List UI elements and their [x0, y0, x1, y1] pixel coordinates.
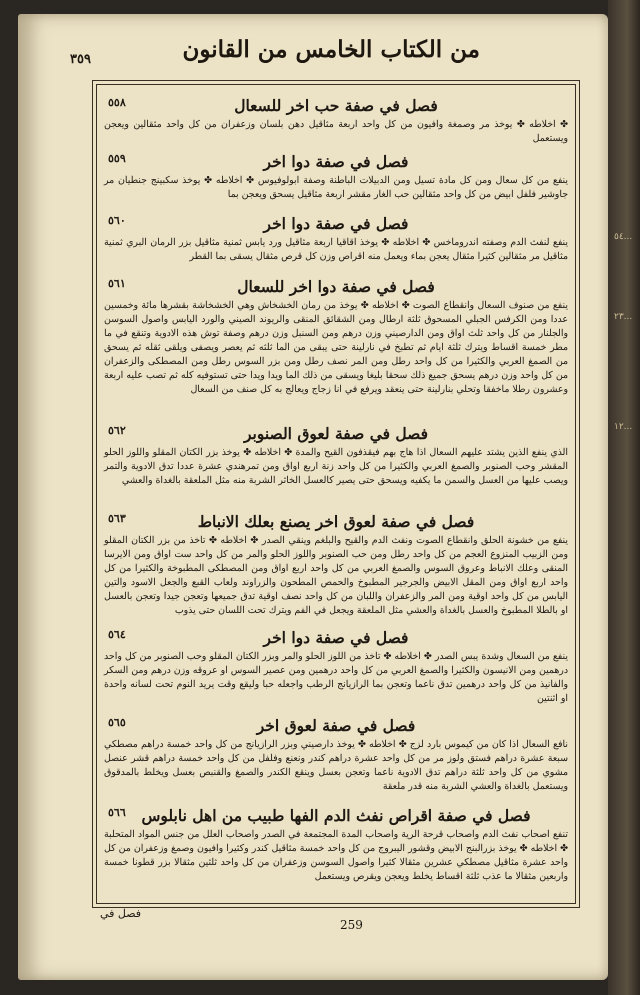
catchword: فصل في: [100, 907, 142, 920]
section-title: فصل في صفة لعوق اخر: [256, 716, 416, 735]
section-title: فصل في صفة دوا اخر للسعال: [237, 277, 435, 296]
section-number: ٥٦٠: [108, 214, 126, 227]
section-number: ٥٥٨: [108, 96, 126, 109]
page-header: [70, 30, 560, 74]
adjacent-page-edge: [608, 0, 640, 995]
folio-number-top: ٣٥٩: [70, 52, 91, 67]
section-number: ٥٦٣: [108, 512, 126, 525]
section-body: ينفع من خشونة الحلق وانقطاع الصوت ونفث الدم والقيح والبلغم وينقي الصدر ✤ اخلاطه ✤ تاخذ من بزر الكتان المقلو ومن الزبيب المنزوع العجم من كل واحد رطل ومن حب الصنوبر واللوز الحلو والمر من كل واحد ست اواق ومن الايرسا المنقى وعلك الانباط وعروق السوس والصمغ العربي من كل واحد اربع اواق ومن المصطكى المطبوخة والكثيرا من كل واحد اربع اواق ومن المقل الابيض والجرجير المطبوخ والحمص المطحون والزراوند ولعاب القبع والجعل الاسود والتين اليابس من كل واحد اوقية ومن المر والزعفران واللبان من كل واحد نصف اوقية تدق جميعها وتعجن جيدا وتعجن بالعسل او بالطلا المطبوخ والعسل بالغداة والعشي مثل الملعقة ويجعل في الفم ويترك تحت اللسان حتى يذوب: [104, 535, 568, 616]
section-title: فصل في صفة اقراص نفث الدم الفها طبيب من اهل نابلوس: [141, 806, 531, 825]
section-body: الذي ينفع الذين يشتد عليهم السعال اذا هاج بهم فيقذفون القيح والمدة ✤ اخلاطه ✤ يوخذ بزر الكتان المقلو واللوز الحلو المقشر وحب الصنوبر والصمغ العربي والكثيرا من كل واحد زنة اربع اواق ومن تمرهندي عشرة عددا تدق الادوية والتمر ويصب عليها من العسل والسمن ما يكفيه ويسحق حتى يصير كالعسل الخاثر الشربة منه مثل الملعقة بالغداة والعشي: [104, 447, 568, 486]
section-body: ينفع من كل سعال ومن كل مادة تسيل ومن الدبيلات الباطنة وصفة ابولوفيوس ✤ اخلاطه ✤ يوخذ سكبينج جنطيان مر جاوشير فلفل ابيض من كل واحد مثقالين حب الغار مقشر اربعة مثاقيل يسحق ويعجن بما: [104, 175, 568, 200]
section-title: فصل في صفة لعوق اخر يصنع بعلك الانباط: [197, 512, 475, 531]
section-563: [104, 512, 568, 618]
section-566: [104, 806, 568, 884]
folio-number-bottom: 259: [340, 918, 363, 932]
section-number: ٥٦٦: [108, 806, 126, 819]
bleed-text: ...٢٣: [614, 312, 633, 322]
section-560: [104, 214, 568, 264]
section-number: ٥٦٢: [108, 424, 126, 437]
section-number: ٥٦٤: [108, 628, 126, 641]
section-561: [104, 277, 568, 397]
section-title: فصل في صفة دوا اخر: [263, 152, 409, 171]
section-body: نافع السعال اذا كان من كيموس بارد لزج ✤ اخلاطه ✤ يوخذ دارصيني وبزر الرازيانج من كل واحد خمسة دراهم مصطكي سبعة عشرة دراهم فستق ولوز مر من كل واحد عشرة دراهم كندر ونعنع وفلفل من كل واحد خمسة دراهم قشر عنصل مشوي من كل واحد ثلثة دراهم تدق الادوية ناعما وتعجن بعسل وينقع الكندر والصمغ والقنبص بعسل ويخلط بالمدقوق ويستعمل بالغداة والعشي الشربة منه قدر ملعقة: [104, 739, 568, 792]
section-title: فصل في صفة دوا اخر: [263, 628, 409, 647]
section-559: [104, 152, 568, 202]
section-body: تنفع اصحاب نفث الدم واصحاب قرحة الرية واصحاب المدة المجتمعة في الصدر واصحاب العلل من جنس المواد المتحلبة ✤ اخلاطه ✤ يوخذ بزرالبنج الابيض وقشور اليبروج من كل واحد خمسة مثاقيل كندر وكثيرا وافيون وصمغ وزعفران من كل واحد عشرة مثاقيل مصطكي عشرين مثقالا كثيرا واصول السوسن وزعفران من كل واحد ثلثين مثقالا بزر قطونا خمسة واربعين مثقالا ما عذب ثلثة اقساط يخلط ويعجن ويقرص ويستعمل: [104, 829, 568, 882]
section-558: [104, 96, 568, 146]
bleed-text: ...٥٤: [614, 232, 633, 242]
section-number: ٥٥٩: [108, 152, 126, 165]
bleed-text: ...١٢: [614, 422, 633, 432]
section-body: ينفع من السعال وشدة يبس الصدر ✤ اخلاطه ✤ تاخذ من اللوز الحلو والمر وبزر الكتان المقلو وحب الصنوبر من كل واحد درهمين ومن الانيسون والكثيرا والصمغ العربي من كل واحد درهمين ومن عصير السوس او عروقه وزن درهم ومن السكر والفانيذ من كل واحد درهمين تدق ناعما وتعجن بما الرازيانج الرطب واجعله حبا وليقع وقت يريد النوم تحت لسانه واحدة او اثنتين: [104, 651, 568, 704]
section-562: [104, 424, 568, 488]
section-title: فصل في صفة حب اخر للسعال: [234, 96, 438, 115]
section-body: ينفع لنفث الدم وصفته اندروماخس ✤ اخلاطه ✤ يوخذ اقاقيا اربعة مثاقيل ورد يابس ثمنية مثاقيل بزر الرمان البري ثمنية مثاقيل مر مثقالين كثيرا مثقال يعجن بماء ويعمل منه اقراص وزن كل قرص مثقال يسقى بما القطر: [104, 237, 568, 262]
section-565: [104, 716, 568, 794]
section-564: [104, 628, 568, 706]
section-number: ٥٦٥: [108, 716, 126, 729]
running-title: من الكتاب الخامس من القانون: [182, 36, 480, 63]
section-body: ✤ اخلاطه ✤ يوخذ مر وصمغة وافيون من كل واحد اربعة مثاقيل دهن بلسان وزعفران من كل واحد مثقالين ويعجن ويستعمل: [104, 119, 568, 144]
section-number: ٥٦١: [108, 277, 126, 290]
section-title: فصل في صفة لعوق الصنوبر: [243, 424, 429, 443]
section-title: فصل في صفة دوا اخر: [263, 214, 409, 233]
section-body: ينفع من صنوف السعال وانقطاع الصوت ✤ اخلاطه ✤ يوخذ من رمان الخشخاش وهي الخشخاشة بقشرها مائة وخمسين عددا ومن الكرفس الجبلي المسحوق ثلثة ارطال ومن الشقائق المنقى والريوند الصيني والورد اليابس واصول السوسن والجلنار من كل واحد ثلث اواق ومن الدارصيني وزن درهم ومن السنبل وزن درهم وصفة توش هذه الادوية وتنقع في ما مطر خمسة اقساط ويترك ثلثة ايام ثم تطبخ في نارلينة حتى يبقى من الما ثلثه ثم يعصر ويصفى ويلقى ثقله ثم يسحق من الصمغ العربي والكثيرا من كل واحد رطل ومن المر نصف رطل ومن بزر السوس رطل ومن المصطكى والزعفران من كل واحد وزن درهم يسحق جميع ذلك سحقا بليغا ويسقى من ذلك الما ويدا ويدا حتى تستوفيه كله ثم تصب عليه اربعة وعشرون رطلا ماخفقا وتحلي بنارلينة حتى ينعقد ويرفع في انا زجاج ويعالج به كل صنف من السعال: [104, 300, 568, 395]
